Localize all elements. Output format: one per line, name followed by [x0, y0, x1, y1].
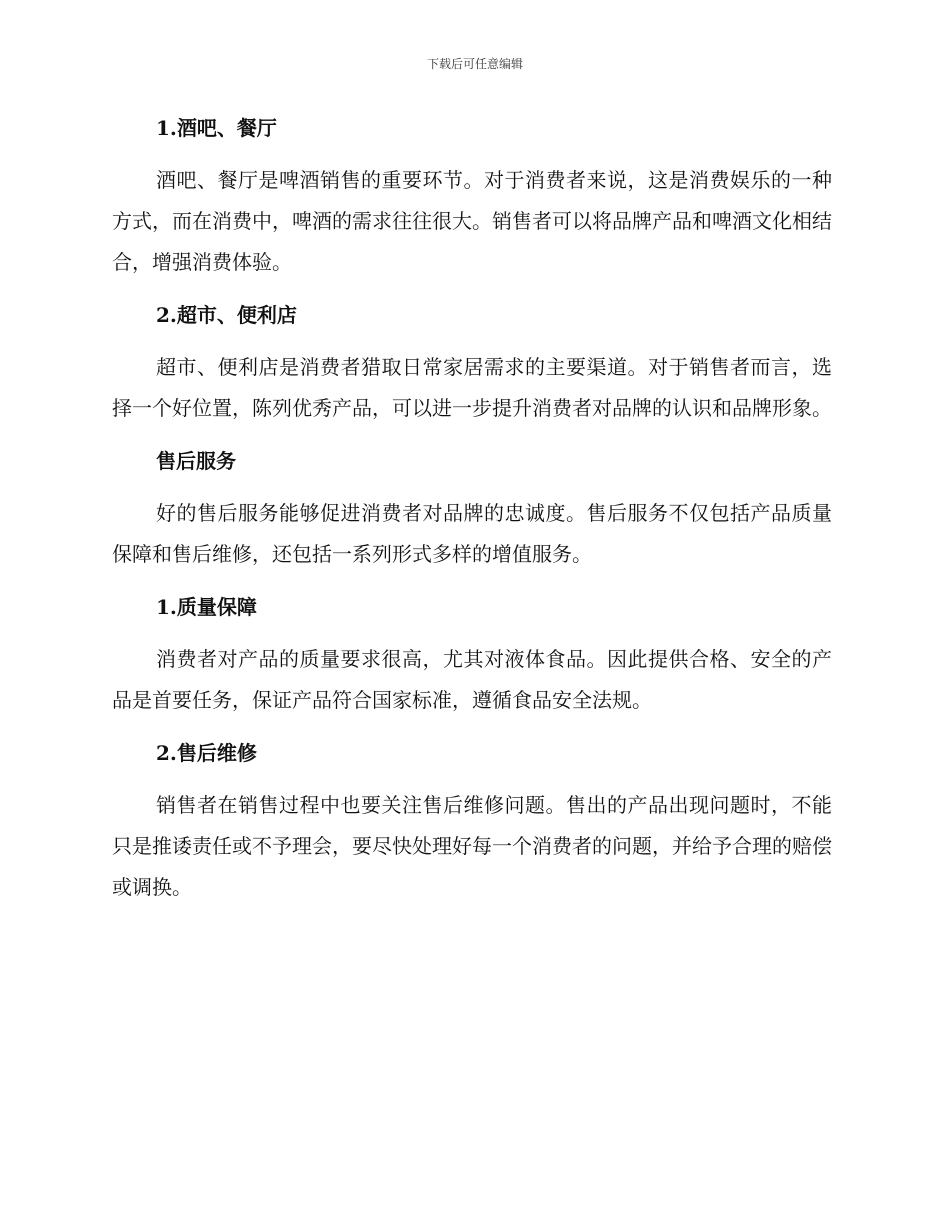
- heading-bar-restaurant: 1.酒吧、餐厅: [156, 116, 277, 140]
- paragraph-bar-restaurant: 酒吧、餐厅是啤酒销售的重要环节。对于消费者来说，这是消费娱乐的一种方式，而在消费中，啤酒的需求往往很大。销售者可以将品牌产品和啤酒文化相结合，增强消费体验。: [112, 168, 832, 274]
- document-body: [112, 108, 832, 920]
- page-header-note: 下载后可任意编辑: [426, 57, 523, 71]
- heading-supermarket: 2.超市、便利店: [156, 303, 297, 327]
- heading-after-sales-service: 售后服务: [156, 449, 236, 473]
- paragraph-after-sales-repair: 销售者在销售过程中也要关注售后维修问题。售出的产品出现问题时，不能只是推诿责任或不予理会，要尽快处理好每一个消费者的问题，并给予合理的赔偿或调换。: [112, 793, 832, 899]
- paragraph-after-sales-service: 好的售后服务能够促进消费者对品牌的忠诚度。售后服务不仅包括产品质量保障和售后维修，还包括一系列形式多样的增值服务。: [112, 501, 832, 566]
- heading-after-sales-repair: 2.售后维修: [156, 741, 257, 765]
- paragraph-quality-assurance: 消费者对产品的质量要求很高，尤其对液体食品。因此提供合格、安全的产品是首要任务，保证产品符合国家标准，遵循食品安全法规。: [112, 647, 832, 712]
- paragraph-supermarket: 超市、便利店是消费者猎取日常家居需求的主要渠道。对于销售者而言，选择一个好位置，陈列优秀产品，可以进一步提升消费者对品牌的认识和品牌形象。: [112, 355, 832, 420]
- heading-quality-assurance: 1.质量保障: [156, 595, 257, 619]
